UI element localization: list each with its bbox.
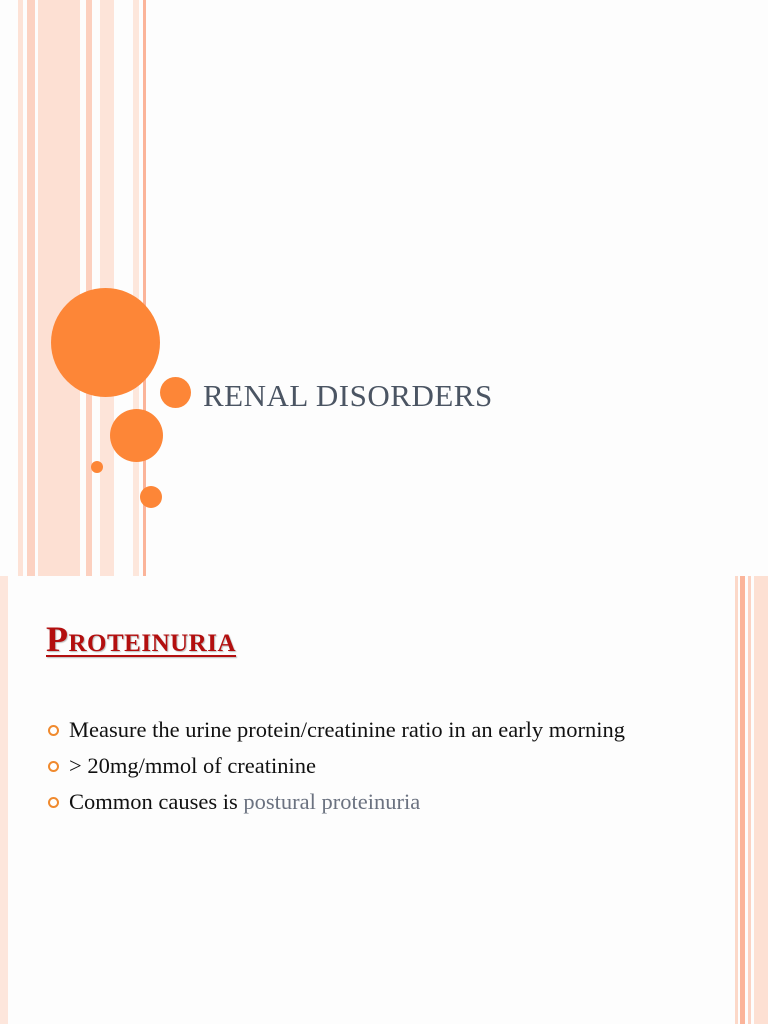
bullet-text: Common causes is [69, 789, 244, 814]
stripe-decoration [748, 576, 751, 1024]
medium-circle [110, 409, 163, 462]
bullet-item [48, 786, 688, 817]
slide-title: RENAL DISORDERS [203, 378, 493, 413]
stripe-decoration [754, 576, 768, 1024]
stripe-decoration [27, 0, 35, 576]
stripe-decoration [133, 0, 139, 576]
bullet-item [48, 750, 688, 781]
large-circle [51, 288, 160, 397]
stripe-decoration [38, 0, 80, 576]
bullet-circle-icon [48, 761, 59, 772]
highlight-text: postural proteinuria [243, 789, 421, 814]
bullet-item [48, 714, 688, 745]
bullet-text: > 20mg/mmol of creatinine [69, 753, 317, 778]
bullet-text: Measure the urine protein/creatinine ratio in an early morning [69, 717, 626, 742]
slide-title: Proteinuria [46, 619, 237, 659]
stripe-decoration [18, 0, 23, 576]
stripe-decoration [740, 576, 745, 1024]
bullet-circle-icon [48, 797, 59, 808]
tiny-circle [91, 461, 103, 473]
small-circle [160, 377, 191, 408]
stripe-decoration [86, 0, 92, 576]
stripe-decoration [0, 576, 8, 1024]
stripe-decoration [735, 576, 738, 1024]
bullet-circle-icon [48, 725, 59, 736]
content-slide [0, 576, 768, 1024]
bullet-list [48, 714, 688, 822]
small-circle [140, 486, 162, 508]
